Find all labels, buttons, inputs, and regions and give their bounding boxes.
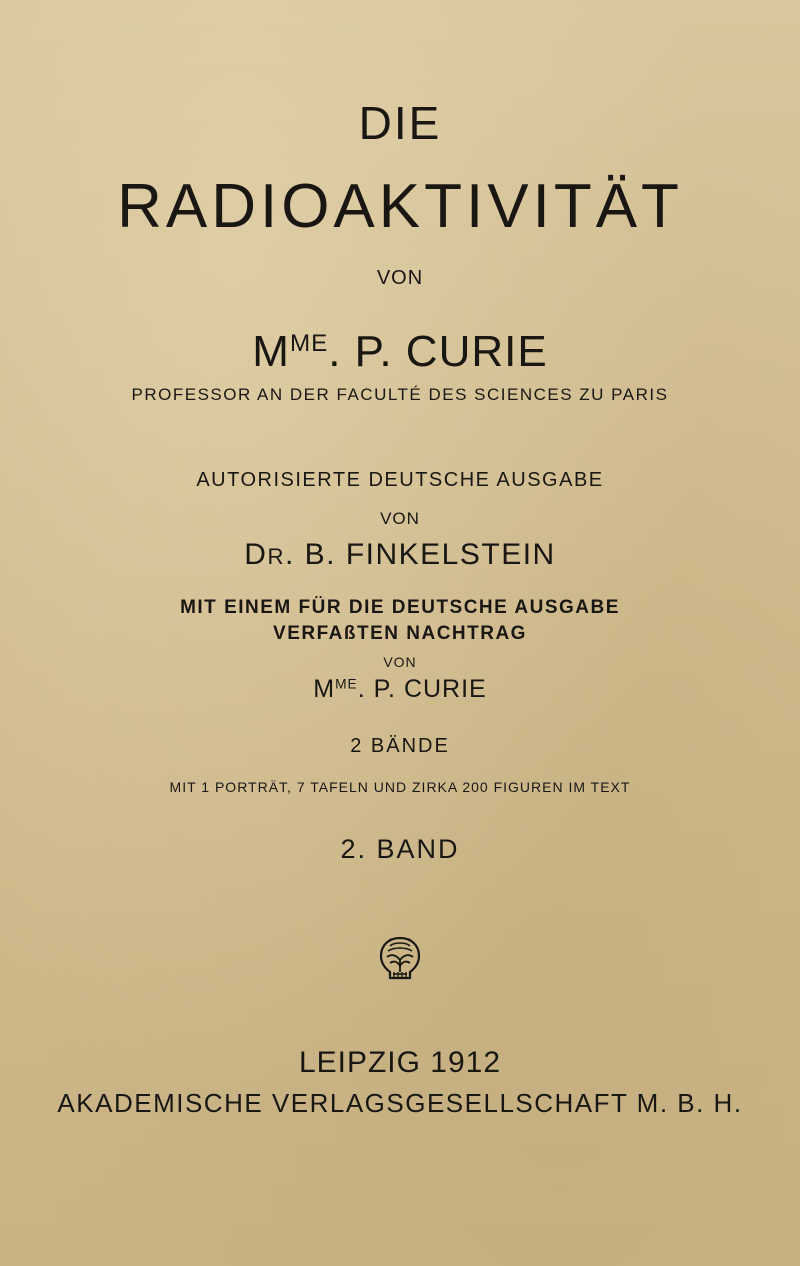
by-label-2: VON — [380, 509, 420, 528]
author-name — [0, 327, 800, 376]
author-affiliation: PROFESSOR AN DER FACULTÉ DES SCIENCES ZU PARIS — [131, 385, 669, 404]
volume-count: 2 BÄNDE — [350, 735, 450, 757]
translator-initial: D — [244, 538, 268, 571]
place-and-year: LEIPZIG 1912 — [298, 1046, 502, 1079]
volume-number: 2. BAND — [340, 834, 460, 864]
by-label: VON — [376, 267, 424, 289]
authorized-edition: AUTORISIERTE DEUTSCHE AUSGABE — [196, 469, 604, 491]
illustrations-note: MIT 1 PORTRÄT, 7 TAFELN UND ZIRKA 200 FIGUREN IM TEXT — [169, 779, 631, 795]
by-label-3: VON — [383, 654, 417, 670]
author2-surname: . P. CURIE — [357, 675, 487, 703]
book-title: RADIOAKTIVITÄT — [117, 172, 683, 241]
publisher-name: AKADEMISCHE VERLAGSGESELLSCHAFT M. B. H. — [57, 1088, 743, 1118]
author-prefix: M — [252, 327, 290, 376]
supplement-line-1: MIT EINEM FÜR DIE DEUTSCHE AUSGABE — [180, 597, 620, 618]
translator-surname: . B. FINKELSTEIN — [284, 538, 556, 571]
author2-superscript: ME — [335, 676, 358, 692]
author2-prefix: M — [313, 675, 336, 703]
publisher-emblem-icon — [376, 934, 424, 982]
author-surname: . P. CURIE — [328, 327, 548, 376]
supplement-line-2: VERFAßTEN NACHTRAG — [273, 623, 527, 644]
title-article: DIE — [358, 97, 442, 149]
translator-smallcaps: R — [267, 544, 285, 569]
supplement-author — [0, 677, 800, 702]
translator-name — [0, 540, 800, 570]
author-superscript: ME — [289, 330, 329, 357]
